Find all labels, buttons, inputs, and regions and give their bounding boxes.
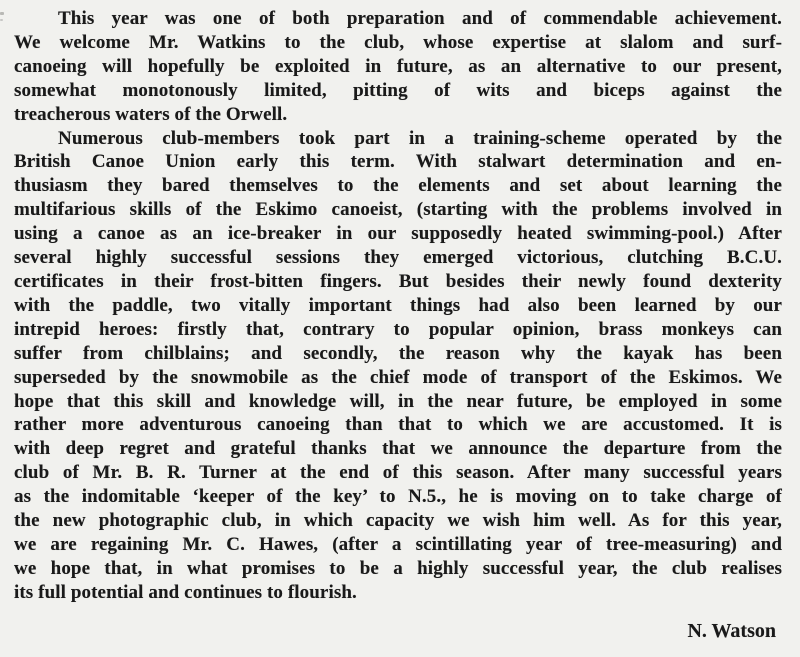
- text-line: intrepid heroes: firstly that, contrary to popular opinion, brass monkeys can: [14, 318, 782, 340]
- text-line: with deep regret and grateful thanks that we announce the departure from the: [14, 438, 782, 460]
- scan-speck: [0, 12, 4, 15]
- text-line: We welcome Mr. Watkins to the club, whose expertise at slalom and surf-: [14, 31, 782, 53]
- text-line: treacherous waters of the Orwell.: [14, 103, 288, 125]
- text-line: canoeing will hopefully be exploited in future, as an alternative to our present,: [14, 55, 782, 77]
- text-line: using a canoe as an ice-breaker in our supposedly heated swimming-pool.) After: [14, 223, 782, 245]
- text-line: several highly successful sessions they emerged victorious, clutching B.C.U.: [14, 247, 782, 269]
- signature: N. Watson: [687, 620, 776, 642]
- text-line: This year was one of both preparation and of commendable achievement.: [58, 8, 782, 29]
- text-line: we are regaining Mr. C. Hawes, (after a scintillating year of tree-measuring) and: [14, 533, 782, 555]
- text-line: Numerous club-members took part in a training-scheme operated by the: [58, 127, 782, 149]
- text-line: superseded by the snowmobile as the chief mode of transport of the Eskimos. We: [14, 366, 782, 388]
- text-line: certificates in their frost-bitten fingers. But besides their newly found dexterity: [14, 270, 782, 292]
- text-line: its full potential and continues to flourish.: [14, 581, 357, 603]
- text-line: hope that this skill and knowledge will, in the near future, be employed in some: [14, 390, 782, 412]
- text-line: with the paddle, two vitally important things had also been learned by our: [14, 294, 782, 316]
- scan-speck: [0, 19, 3, 21]
- document-body: [14, 7, 782, 605]
- text-line: club of Mr. B. R. Turner at the end of this season. After many successful years: [14, 462, 782, 484]
- text-line: as the indomitable ‘keeper of the key’ to N.5., he is moving on to take charge of: [14, 486, 782, 508]
- text-line: multifarious skills of the Eskimo canoeist, (starting with the problems involved in: [14, 199, 782, 221]
- text-line: we hope that, in what promises to be a highly successful year, the club realises: [14, 557, 782, 579]
- text-line: suffer from chilblains; and secondly, the reason why the kayak has been: [14, 342, 782, 364]
- text-line: somewhat monotonously limited, pitting of wits and biceps against the: [14, 79, 782, 101]
- text-line: the new photographic club, in which capacity we wish him well. As for this year,: [14, 510, 782, 532]
- text-line: British Canoe Union early this term. With stalwart determination and en-: [14, 151, 782, 173]
- text-line: thusiasm they bared themselves to the elements and set about learning the: [14, 175, 782, 197]
- text-line: rather more adventurous canoeing than that to which we are accustomed. It is: [14, 414, 782, 436]
